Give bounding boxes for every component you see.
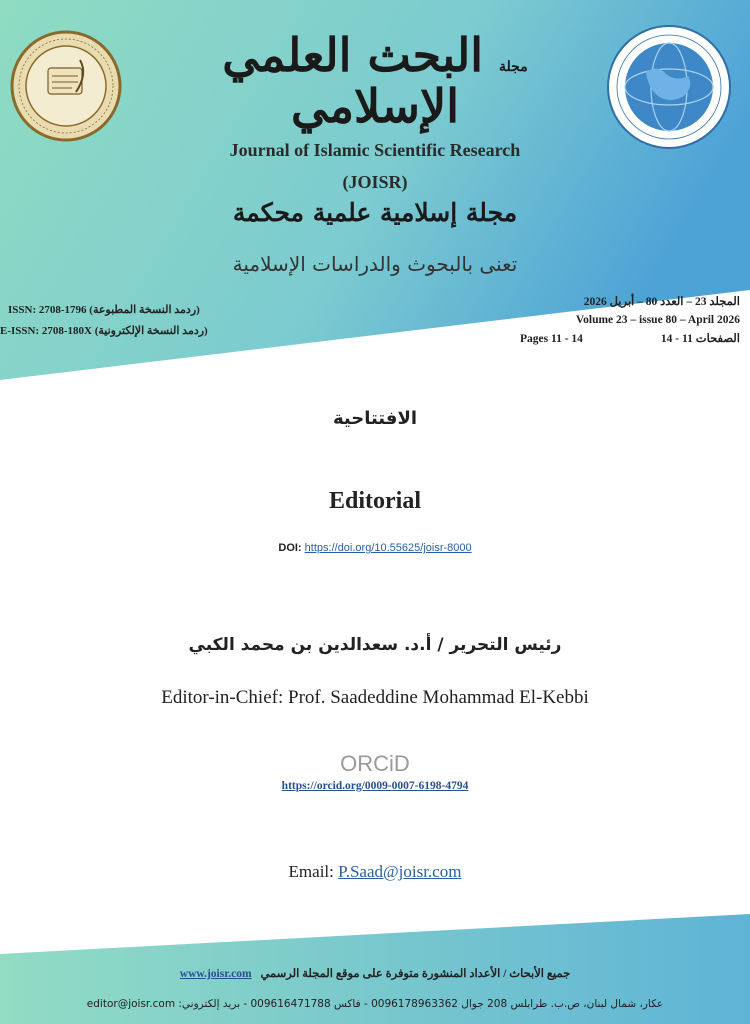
website-link[interactable]: www.joisr.com bbox=[179, 968, 252, 980]
seal-logo-icon bbox=[10, 30, 122, 142]
email-label: Email: bbox=[288, 862, 334, 881]
doi-link[interactable]: https://doi.org/10.55625/joisr-8000 bbox=[304, 542, 472, 554]
email-link[interactable]: P.Saad@joisr.com bbox=[338, 862, 462, 881]
orcid-link-wrapper bbox=[250, 780, 500, 792]
orcid-logo-text: ORCiD bbox=[340, 751, 410, 776]
journal-abbreviation: (JOISR) bbox=[342, 172, 408, 192]
journal-title-arabic-small: مجلة bbox=[499, 59, 528, 75]
volume-arabic: المجلد 23 – العدد 80 – أبريل 2026 bbox=[583, 296, 740, 308]
volume-block bbox=[520, 293, 740, 348]
email-line bbox=[200, 862, 550, 882]
doi-label: DOI: bbox=[278, 542, 302, 554]
doi-line bbox=[200, 542, 550, 554]
volume-english: Volume 23 – issue 80 – April 2026 bbox=[575, 314, 740, 327]
issn-online-label: (ردمد النسخة الإلكترونية) bbox=[94, 324, 208, 337]
footer-contact: عكار، شمال لبنان، ص.ب. طرابلس 208 جوال 0096178963362 - فاكس 009616471788 - بريد إلكتروني: editor@joisr.com bbox=[86, 998, 664, 1010]
footer-notice bbox=[150, 966, 600, 980]
issn-print: ISSN: 2708-1796 bbox=[8, 304, 87, 316]
journal-title-arabic-main: البحث العلمي الإسلامي bbox=[222, 28, 483, 133]
section-title-english: Editorial bbox=[328, 488, 421, 514]
journal-title-arabic bbox=[190, 30, 560, 131]
footer-notice-arabic: جميع الأبحاث / الأعداد المنشورة متوفرة على موقع المجلة الرسمي bbox=[260, 968, 571, 980]
journal-tagline-arabic: تعنى بالبحوث والدراسات الإسلامية bbox=[232, 252, 518, 276]
editor-english: Editor-in-Chief: Prof. Saadeddine Mohammad El-Kebbi bbox=[161, 687, 589, 708]
editor-arabic: رئيس التحرير / أ.د. سعدالدين بن محمد الكبي bbox=[188, 635, 562, 655]
issn-online: E-ISSN: 2708-180X bbox=[0, 324, 92, 337]
issn-print-label: (ردمد النسخة المطبوعة) bbox=[89, 304, 200, 316]
journal-subtitle-arabic: مجلة إسلامية علمية محكمة bbox=[232, 198, 518, 227]
orcid-link[interactable]: https://orcid.org/0009-0007-6198-4794 bbox=[281, 780, 469, 792]
globe-logo-icon bbox=[606, 24, 732, 150]
pages-english: Pages 11 - 14 bbox=[520, 332, 583, 345]
section-title-arabic: الافتتاحية bbox=[332, 408, 418, 429]
orcid-logo-icon bbox=[325, 750, 425, 776]
pages-arabic: الصفحات 11 - 14 bbox=[660, 332, 740, 345]
journal-title-english: Journal of Islamic Scientific Research bbox=[229, 140, 521, 160]
issn-block bbox=[0, 300, 300, 342]
